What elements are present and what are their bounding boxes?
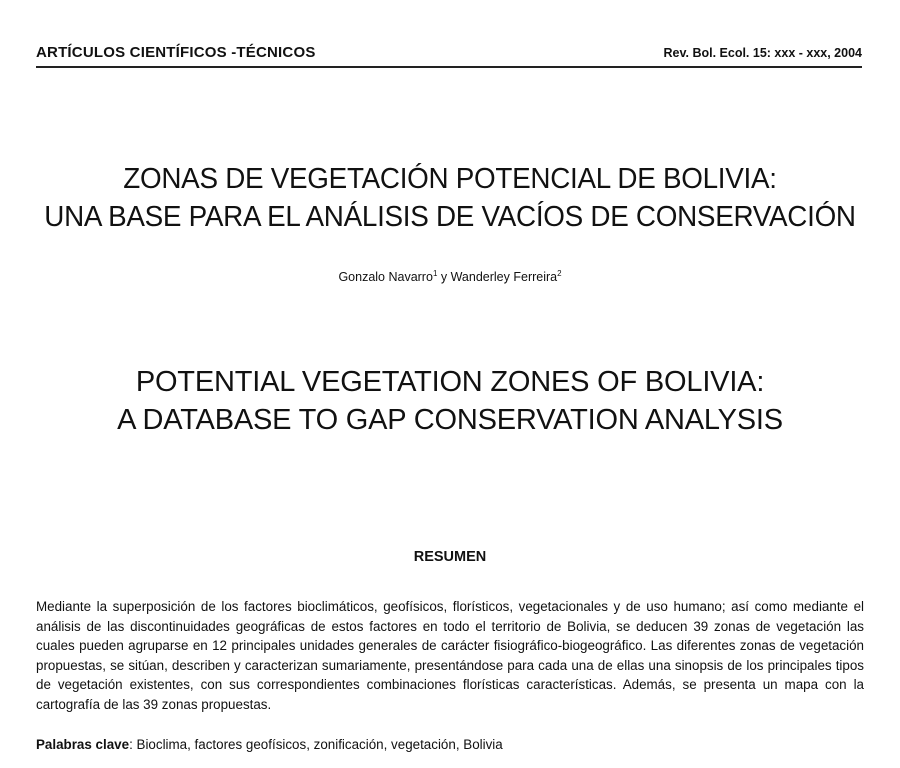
title-spanish-line-1: ZONAS DE VEGETACIÓN POTENCIAL DE BOLIVIA: [123,163,777,195]
section-label: ARTÍCULOS CIENTÍFICOS -TÉCNICOS [36,44,316,61]
keywords-separator: : [129,737,137,752]
title-spanish [18,160,882,236]
title-english-line-2: A DATABASE TO GAP CONSERVATION ANALYSIS [117,404,783,436]
title-english [0,363,900,439]
abstract-text: Mediante la superposición de los factores bioclimáticos, geofísicos, florísticos, vegetacionales y de uso humano; así como mediante el análisis de las discontinuidades geográficas de estos factores en todo el territorio de Bolivia, se deducen 39 zonas de vegetación las cuales pueden agruparse en 12 principales unidades generales de carácter fisiográfico-biogeográfico. Las diferentes zonas de vegetación propuestas, se sitúan, describen y caracterizan sumariamente, presentándose para cada una de ellas una sinopsis de los principales tipos de vegetación existentes, con sus correspondientes combinaciones florísticas características. Además, se presenta un mapa con la cartografía de las 39 zonas propuestas. [36,599,864,712]
author-line [0,270,900,284]
author-1-affiliation-mark: 1 [432,268,438,278]
author-connector: y [437,270,451,284]
running-header [36,44,862,68]
author-1-name: Gonzalo Navarro [338,270,433,284]
keywords-list: Bioclima, factores geofísicos, zonificación, vegetación, Bolivia [136,737,503,752]
keywords-line [36,737,864,752]
title-english-line-1: POTENTIAL VEGETATION ZONES OF BOLIVIA: [135,366,765,398]
abstract-heading: RESUMEN [413,549,487,565]
author-2-affiliation-mark: 2 [557,268,562,278]
keywords-label: Palabras clave [36,737,130,752]
journal-citation: Rev. Bol. Ecol. 15: xxx - xxx, 2004 [663,46,862,60]
author-2-name: Wanderley Ferreira [450,270,558,284]
title-spanish-line-2: UNA BASE PARA EL ANÁLISIS DE VACÍOS DE CONSERVACIÓN [44,201,856,233]
